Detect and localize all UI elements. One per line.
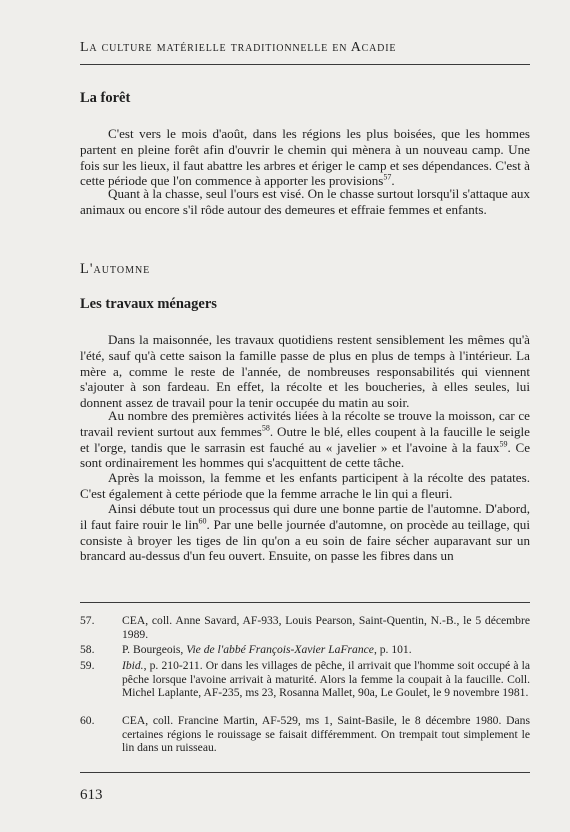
paragraph-patates: [80, 470, 530, 502]
paragraph-menagers-1: [80, 332, 530, 411]
footnote-number: 59.: [80, 659, 95, 672]
heading-travaux-menagers: Les travaux ménagers: [80, 296, 217, 312]
note-ref-58: 58: [261, 423, 270, 433]
footnote-text: [122, 643, 530, 657]
footnote-text-part: , p. 101.: [373, 643, 412, 656]
footnote-57: [80, 614, 530, 641]
footnote-text-part: P. Bourgeois,: [122, 643, 187, 656]
paragraph-moisson: [80, 408, 530, 471]
paragraph-text: . Par une belle journée d'automne, on procède au teillage, qui consiste à broyer les tiges de lin qu'on a eu soin de faire sécher auparavant sur un brancard au-dessus d'un feu ouvert. Ensuite, on passe les fibres dans un: [80, 516, 530, 564]
paragraph-text: C'est vers le mois d'août, dans les régions les plus boisées, que les hommes partent en pleine forêt afin d'ouvrir le chemin qui mènera à un nouveau camp. Une fois sur les lieux, il faut abattre les arbres et ériger le camp et ses dépendances. C'est à cette période que l'on commence à apporter les provisions: [80, 126, 530, 189]
paragraph-text: Quant à la chasse, seul l'ours est visé. On le chasse surtout lorsqu'il s'attaque aux animaux ou encore s'il rôde autour des demeures et effraie femmes et enfants.: [80, 186, 530, 217]
paragraph-foret-2: [80, 186, 530, 218]
footnote-text: [122, 659, 530, 700]
heading-automne: L'automne: [80, 261, 151, 277]
footnote-number: 58.: [80, 643, 95, 656]
note-ref-60: 60: [198, 516, 207, 526]
footnote-number: 60.: [80, 714, 95, 727]
running-head: La culture matérielle traditionnelle en Acadie: [80, 40, 397, 55]
footnote-number: 57.: [80, 614, 95, 627]
note-ref-57: 57: [383, 173, 392, 183]
page-number: 613: [80, 787, 103, 803]
note-ref-59: 59: [499, 439, 508, 449]
footnote-rule: [80, 602, 530, 603]
footnote-58: [80, 643, 530, 657]
bottom-rule: [80, 772, 530, 773]
paragraph-text: Au nombre des premières activités liées à la récolte se trouve la moisson, car ce travail revient surtout aux femmes: [80, 408, 530, 439]
footnote-ibid: Ibid.: [122, 659, 144, 672]
paragraph-text: Dans la maisonnée, les travaux quotidiens restent sensiblement les mêmes qu'à l'été, sauf qu'à cette saison la famille passe de plus en plus de temps à l'intérieur. La mère a, comme le reste de l'année, de nombreuses responsabilités qui viennent s'ajouter à son fardeau. En effet, la récolte et les boucheries, à elles seules, lui donnent assez de travail pour la tenir occupée du matin au soir.: [80, 332, 530, 411]
footnote-book-title: Vie de l'abbé François-Xavier LaFrance: [186, 643, 374, 656]
paragraph-text: . Ce sont ordinairement les hommes qui s'acquittent de cette tâche.: [80, 439, 531, 471]
footnote-text-part: , p. 210-211. Or dans les villages de pêche, il arrivait que l'homme soit occupé à la pêche lorsque l'avoine arrivait à maturité. Alors la femme la coupait à la faucille. Coll. Michel Laplante, AF-235, ms 23, Rosanna Mallet, 90a, Le Goulet, le 9 novembre 1981.: [122, 659, 530, 700]
footnote-text: CEA, coll. Francine Martin, AF-529, ms 1, Saint-Basile, le 8 décembre 1980. Dans certaines régions le rouissage se faisait différemment. On trempait tout simplement le lin dans un ruisseau.: [122, 714, 530, 755]
header-rule: [80, 64, 530, 65]
paragraph-lin: [80, 501, 530, 564]
paragraph-text: Ainsi débute tout un processus qui dure une bonne partie de l'automne. D'abord, il faut faire rouir le lin: [80, 501, 530, 532]
paragraph-foret-1: C'est vers le mois d'août, dans les régions les plus boisées, que les hommes partent en pleine forêt afin d'ouvrir le chemin qui mènera à un nouveau camp. Une fois sur les lieux, il faut abattre les arbres et ériger le camp et ses dépendances. C'est à cette période que l'on commence à apporter les provisions$^{57}$.: [80, 126, 530, 189]
footnote-text: CEA, coll. Anne Savard, AF-933, Louis Pearson, Saint-Quentin, N.-B., le 5 décembre 1989.: [122, 614, 530, 641]
footnote-59: [80, 659, 530, 700]
heading-la-foret: La forêt: [80, 90, 131, 106]
footnote-60: [80, 714, 530, 755]
paragraph-text: . Outre le blé, elles coupent à la faucille le seigle et l'orge, tandis que le sarrasin est fauché au « javelier » et l'avoine à la faux: [80, 423, 530, 455]
paragraph-text: Après la moisson, la femme et les enfants participent à la récolte des patates. C'est également à cette période que la femme arrache le lin qui a fleuri.: [80, 470, 530, 501]
